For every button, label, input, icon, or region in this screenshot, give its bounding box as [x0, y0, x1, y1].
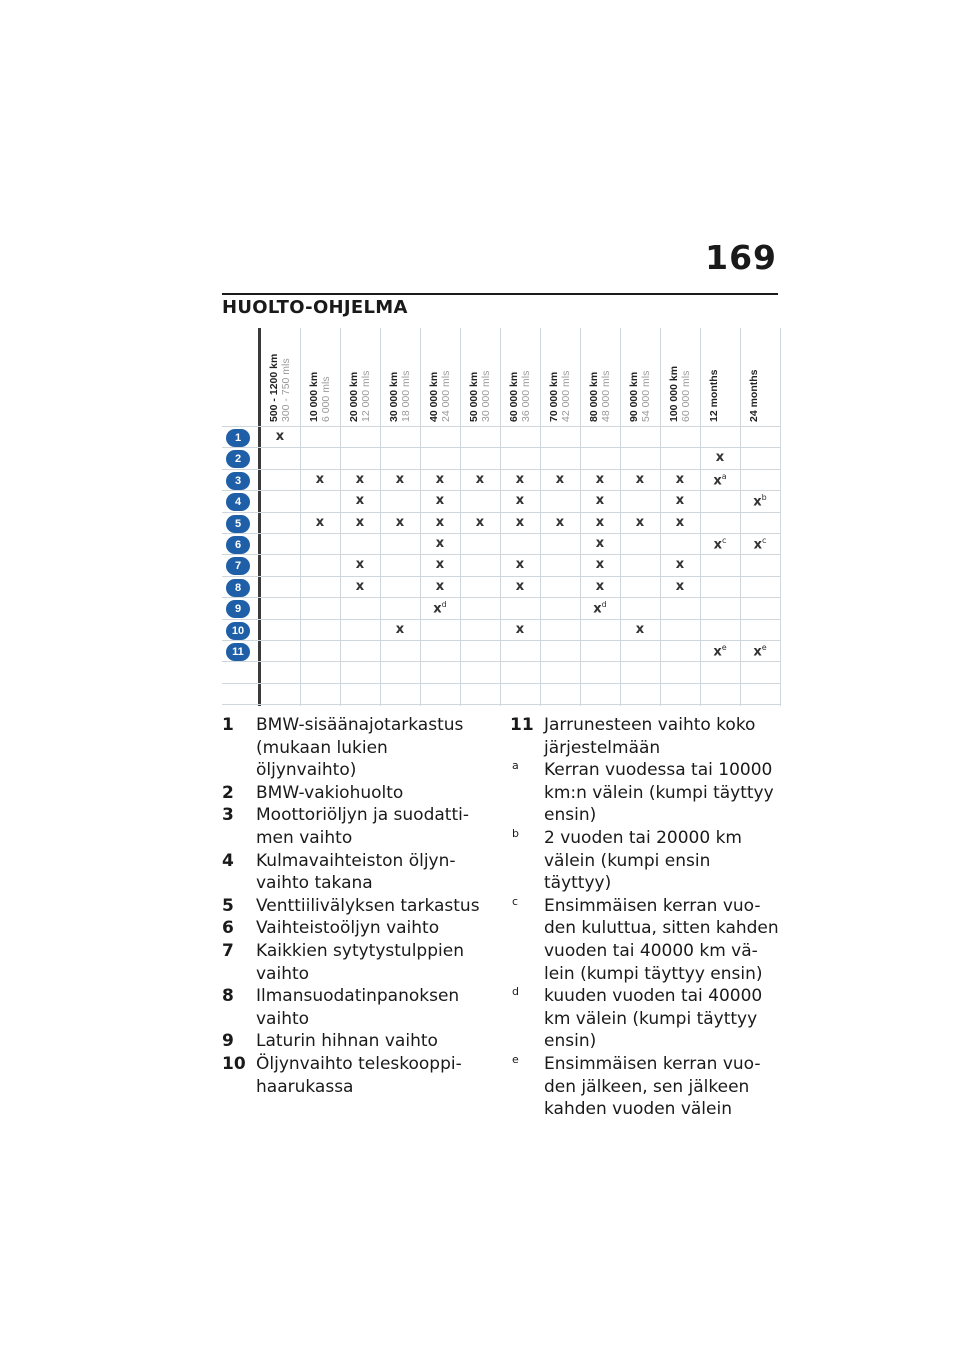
schedule-mark: x	[355, 514, 365, 530]
legend-item	[510, 827, 780, 895]
legend-number: 4	[222, 850, 234, 871]
column-km-label: 60 000 km	[508, 371, 520, 422]
legend-footnote-letter: e	[512, 1052, 519, 1066]
legend-number: 2	[222, 782, 234, 803]
column-mls-label: 300 - 750 mls	[280, 358, 292, 422]
schedule-mark: x	[355, 557, 365, 573]
schedule-mark: $x^d$	[593, 600, 607, 617]
schedule-mark: x	[675, 471, 685, 487]
column-km-label: 10 000 km	[308, 371, 320, 422]
legend-number: 8	[222, 986, 234, 1007]
legend-text: kuuden vuoden tai 40000 km välein (kumpi täyttyy ensin)	[544, 986, 763, 1052]
schedule-mark: x	[595, 493, 605, 509]
schedule-mark: x	[715, 450, 725, 466]
schedule-mark: x	[635, 471, 645, 487]
schedule-mark: $x^d$	[433, 600, 447, 617]
column-mls-label: 6 000 mls	[320, 376, 332, 422]
row-number-badge: 4	[226, 493, 250, 511]
column-mls-label: 30 000 mls	[480, 370, 492, 422]
legend-item	[510, 1053, 780, 1121]
legend-item	[510, 759, 780, 827]
legend-number: 9	[222, 1031, 234, 1052]
schedule-mark: x	[395, 514, 405, 530]
table-row-line	[222, 554, 780, 555]
legend-item	[510, 985, 780, 1053]
column-km-label: 30 000 km	[388, 371, 400, 422]
legend-text: Kaikkien sytytystulppien vaihto	[256, 940, 464, 984]
legend-text: BMW-sisäänajotarkastus (mukaan lukien öljynvaihto)	[256, 715, 464, 781]
legend-item	[510, 895, 780, 985]
schedule-mark: x	[635, 621, 645, 637]
legend-item	[222, 985, 492, 1030]
table-row-line	[222, 469, 780, 470]
legend-text: BMW-vakiohuolto	[256, 782, 404, 803]
schedule-mark: $x^e$	[713, 643, 727, 660]
column-months-label: 24 months	[748, 369, 760, 422]
column-km-label: 100 000 km	[668, 365, 680, 422]
schedule-mark: x	[395, 621, 405, 637]
schedule-mark: x	[515, 514, 525, 530]
column-mls-label: 36 000 mls	[520, 370, 532, 422]
table-row-line	[222, 490, 780, 491]
legend-item	[222, 804, 492, 849]
legend-text: Kerran vuodessa tai 10000 km:n välein (kumpi täyttyy ensin)	[544, 760, 774, 826]
column-mls-label: 24 000 mls	[440, 370, 452, 422]
schedule-mark: $x^e$	[753, 643, 767, 660]
footnote-marker: e	[761, 643, 767, 652]
row-number-badge: 5	[226, 515, 250, 533]
table-row-line	[222, 533, 780, 534]
column-km-label: 80 000 km	[588, 371, 600, 422]
legend-item	[222, 895, 492, 918]
column-km-label: 40 000 km	[428, 371, 440, 422]
schedule-mark: $x^c$	[753, 536, 767, 553]
legend-item	[510, 714, 780, 759]
legend-text: Ilmansuodatinpanoksen vaihto	[256, 986, 460, 1029]
legend-item	[222, 1053, 492, 1098]
table-row-line	[222, 640, 780, 641]
schedule-mark: x	[475, 471, 485, 487]
page-number: 169	[705, 238, 777, 277]
table-row-line	[222, 576, 780, 577]
column-mls-label: 54 000 mls	[640, 370, 652, 422]
schedule-mark: x	[595, 514, 605, 530]
legend-item	[222, 1030, 492, 1053]
table-row-line	[222, 683, 780, 684]
schedule-mark: x	[315, 471, 325, 487]
column-km-label: 50 000 km	[468, 371, 480, 422]
schedule-mark: $x^a$	[713, 471, 727, 489]
legend-number: 6	[222, 918, 234, 939]
legend-text: Laturin hihnan vaihto	[256, 1031, 438, 1052]
legend-item	[222, 917, 492, 940]
row-number-badge: 11	[226, 643, 250, 661]
schedule-mark: x	[435, 471, 445, 487]
row-number-badge: 1	[226, 429, 250, 447]
schedule-mark: $x^c$	[713, 536, 727, 553]
row-number-badge: 8	[226, 579, 250, 597]
column-mls-label: 42 000 mls	[560, 370, 572, 422]
legend-footnote-letter: b	[512, 826, 519, 840]
row-number-badge: 3	[226, 472, 250, 490]
schedule-mark: x	[595, 578, 605, 594]
footnote-marker: d	[601, 600, 607, 610]
maintenance-schedule-table	[222, 328, 778, 706]
schedule-mark: x	[395, 471, 405, 487]
row-number-badge: 7	[226, 557, 250, 575]
schedule-mark: x	[675, 578, 685, 594]
schedule-mark: x	[435, 578, 445, 594]
schedule-mark: x	[595, 557, 605, 573]
legend-number: 5	[222, 895, 234, 916]
schedule-mark: x	[555, 514, 565, 530]
legend-text: Jarrunesteen vaihto koko järjestelmään	[544, 715, 756, 758]
legend-left	[222, 714, 492, 1098]
schedule-mark: x	[515, 471, 525, 487]
legend-item	[222, 714, 492, 782]
footnote-marker: a	[721, 471, 727, 481]
column-km-label: 90 000 km	[628, 371, 640, 422]
legend-item	[222, 940, 492, 985]
row-number-badge: 9	[226, 600, 250, 618]
row-number-badge: 10	[226, 622, 250, 640]
column-km-label: 70 000 km	[548, 371, 560, 422]
legend-number: 1	[222, 715, 234, 735]
footnote-marker: d	[441, 600, 447, 610]
table-row-line	[222, 704, 780, 705]
table-row-line	[222, 597, 780, 598]
schedule-mark: x	[435, 514, 445, 530]
schedule-mark: x	[515, 621, 525, 637]
legend-text: Venttiilivälyksen tarkastus	[256, 895, 480, 916]
legend-item	[222, 850, 492, 895]
footnote-marker: c	[761, 536, 767, 545]
legend-text: Ensimmäisen kerran vuo-den jälkeen, sen jälkeen kahden vuoden välein	[544, 1053, 761, 1120]
schedule-mark: x	[555, 471, 565, 487]
legend-number: 11	[510, 715, 534, 735]
legend-right	[510, 714, 780, 1121]
legend-text: Ensimmäisen kerran vuo-den kuluttua, sitten kahden vuoden tai 40000 km vä-lein (kumpi täyttyy ensin)	[544, 895, 779, 984]
schedule-mark: x	[595, 536, 605, 551]
table-row-line	[222, 512, 780, 513]
column-mls-label: 60 000 mls	[680, 370, 692, 422]
legend-footnote-letter: a	[512, 759, 519, 773]
legend-number: 7	[222, 940, 234, 961]
column-km-label: 500 - 1200 km	[268, 353, 280, 422]
schedule-mark: x	[675, 557, 685, 573]
legend-text: Moottoriöljyn ja suodatti-men vaihto	[256, 805, 469, 848]
column-mls-label: 48 000 mls	[600, 370, 612, 422]
section-title: HUOLTO-OHJELMA	[222, 297, 408, 318]
schedule-mark: x	[675, 493, 685, 509]
header-rule	[222, 293, 778, 295]
column-mls-label: 18 000 mls	[400, 370, 412, 422]
table-row-line	[222, 447, 780, 448]
legend-number: 3	[222, 805, 234, 826]
schedule-mark: x	[515, 557, 525, 573]
schedule-mark: $x^b$	[753, 493, 767, 510]
column-mls-label: 12 000 mls	[360, 370, 372, 422]
schedule-mark: x	[675, 514, 685, 530]
schedule-mark: x	[315, 514, 325, 530]
column-km-label: 20 000 km	[348, 371, 360, 422]
schedule-mark: x	[355, 471, 365, 487]
legend-footnote-letter: d	[512, 985, 519, 999]
table-row-line	[222, 426, 780, 427]
row-number-badge: 6	[226, 536, 250, 554]
schedule-mark: x	[515, 493, 525, 509]
schedule-mark: x	[595, 471, 605, 487]
schedule-mark: x	[355, 493, 365, 509]
table-row-line	[222, 619, 780, 620]
table-main-divider	[258, 328, 261, 706]
legend-text: Vaihteistoöljyn vaihto	[256, 918, 440, 939]
row-number-badge: 2	[226, 450, 250, 468]
table-row-line	[222, 661, 780, 662]
schedule-mark: x	[355, 578, 365, 594]
schedule-mark: x	[475, 514, 485, 530]
schedule-mark: x	[635, 514, 645, 530]
legend-text: Öljynvaihto teleskooppi-haarukassa	[256, 1053, 462, 1097]
schedule-mark: x	[435, 493, 445, 509]
schedule-mark: x	[515, 578, 525, 594]
legend-item	[222, 782, 492, 805]
table-column-line	[780, 328, 781, 706]
footnote-marker: e	[721, 643, 727, 652]
schedule-mark: x	[435, 557, 445, 573]
schedule-mark: x	[435, 536, 445, 551]
legend-footnote-letter: c	[512, 894, 519, 908]
schedule-mark: x	[275, 429, 285, 444]
legend-number: 10	[222, 1053, 246, 1074]
legend-text: Kulmavaihteiston öljyn-vaihto takana	[256, 850, 456, 894]
column-months-label: 12 months	[708, 369, 720, 422]
footnote-marker: b	[761, 493, 767, 503]
footnote-marker: c	[721, 536, 727, 545]
legend-text: 2 vuoden tai 20000 km välein (kumpi ensin täyttyy)	[544, 827, 742, 894]
